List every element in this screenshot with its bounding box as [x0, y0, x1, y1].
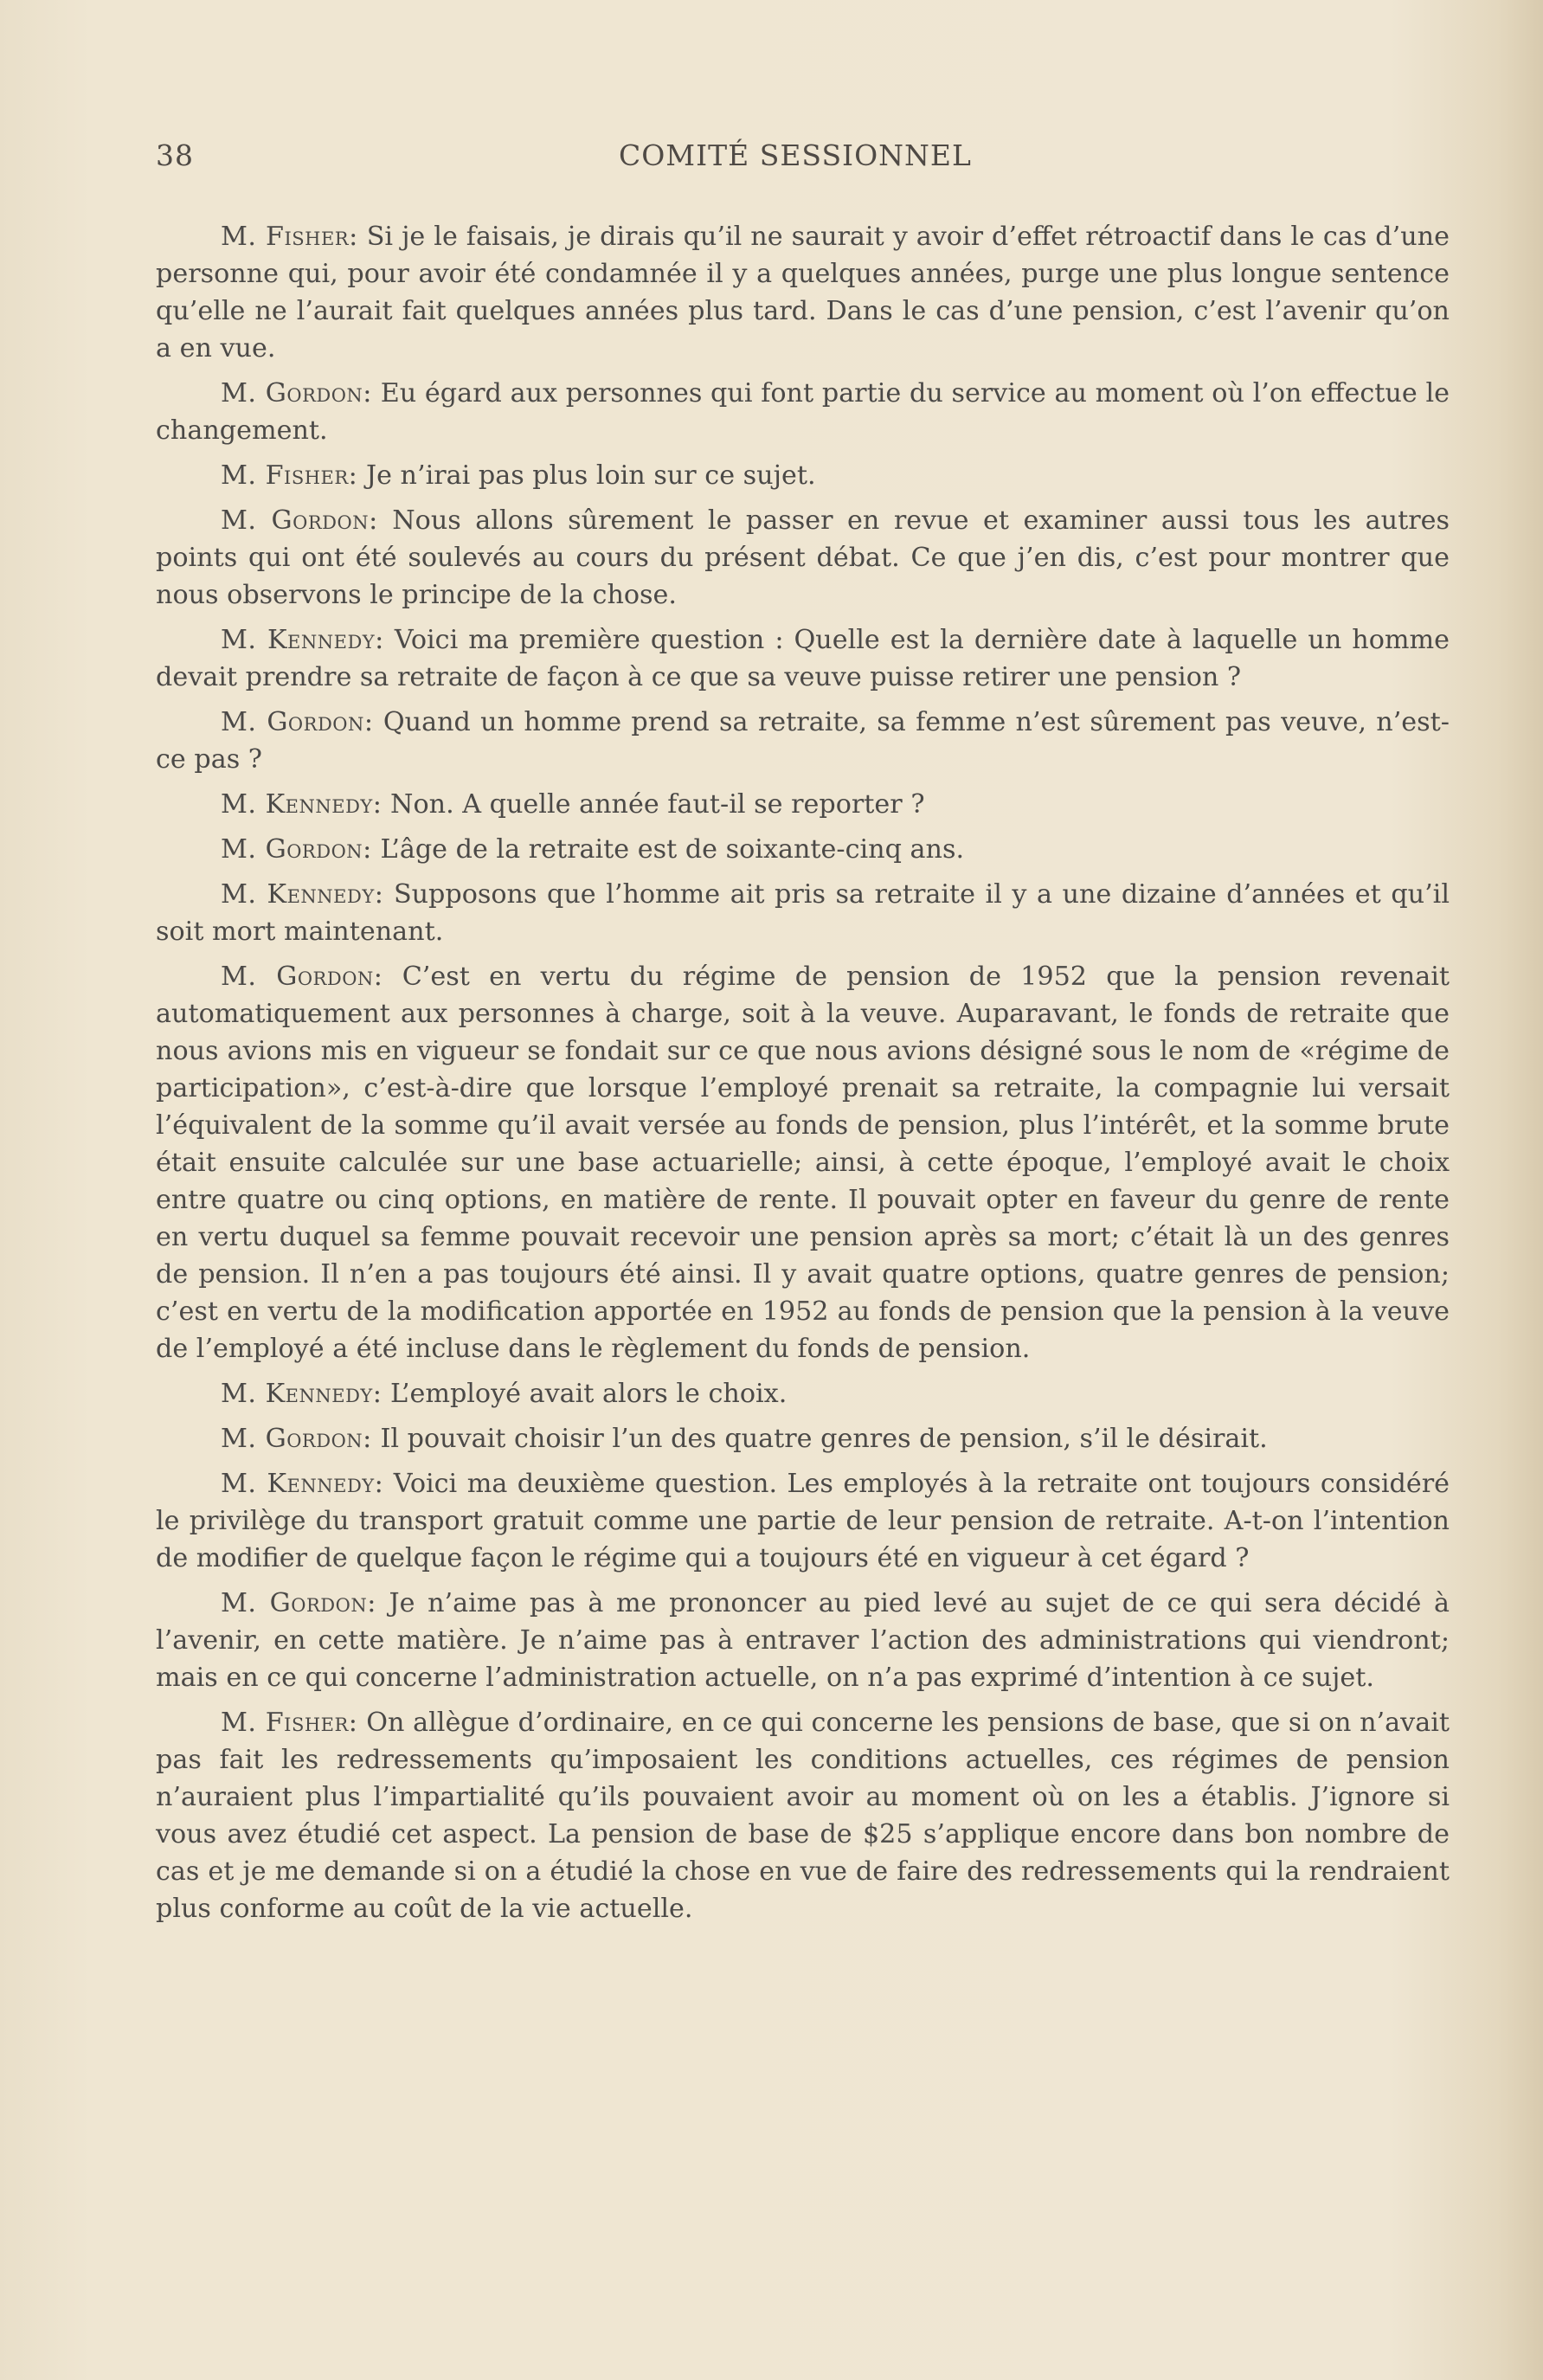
speech-text: L’employé avait alors le choix.	[390, 1379, 788, 1409]
page-number: 38	[156, 138, 194, 172]
speaker-name: M. Kennedy:	[221, 789, 383, 820]
speaker-name: M. Kennedy:	[221, 1469, 384, 1499]
transcript-paragraph	[156, 502, 1450, 614]
speech-text: Non. A quelle année faut-il se reporter ?	[390, 789, 925, 820]
speech-text: Quand un homme prend sa retraite, sa femme n’est sûrement pas veuve, n’est-ce pas ?	[156, 707, 1450, 775]
transcript-paragraph	[156, 704, 1450, 778]
speech-text: Voici ma première question : Quelle est la dernière date à laquelle un homme devait prendre sa retraite de façon à ce que sa veuve puisse retirer une pension ?	[156, 625, 1450, 692]
speaker-name: M. Fisher:	[221, 222, 358, 252]
transcript-paragraph	[156, 1420, 1450, 1457]
transcript-paragraph	[156, 621, 1450, 696]
speaker-name: M. Gordon:	[221, 707, 374, 737]
speech-text: Voici ma deuxième question. Les employés à la retraite ont toujours considéré le privilège du transport gratuit comme une partie de leur pension de retraite. A-t-on l’intention de modifier de quelque façon le régime qui a toujours été en vigueur à cet égard ?	[156, 1469, 1450, 1573]
speaker-name: M. Gordon:	[221, 1588, 376, 1618]
transcript-paragraph	[156, 876, 1450, 950]
speaker-name: M. Kennedy:	[221, 1379, 383, 1409]
transcript-body	[156, 218, 1450, 1935]
page-header	[156, 138, 1437, 182]
transcript-paragraph	[156, 1375, 1450, 1412]
speech-text: Je n’irai pas plus loin sur ce sujet.	[365, 460, 816, 491]
speech-text: Il pouvait choisir l’un des quatre genres de pension, s’il le désirait.	[380, 1424, 1268, 1454]
speaker-name: M. Gordon:	[221, 505, 378, 536]
speaker-name: M. Kennedy:	[221, 625, 384, 655]
speech-text: Nous allons sûrement le passer en revue et examiner aussi tous les autres points qui ont été soulevés au cours du présent débat. Ce que j’en dis, c’est pour montrer que nous observons le principe de la chose.	[156, 505, 1450, 610]
transcript-paragraph	[156, 958, 1450, 1367]
transcript-paragraph	[156, 831, 1450, 868]
transcript-paragraph	[156, 1704, 1450, 1927]
transcript-paragraph	[156, 218, 1450, 367]
transcript-paragraph	[156, 457, 1450, 494]
speaker-name: M. Gordon:	[221, 378, 372, 408]
speaker-name: M. Kennedy:	[221, 879, 384, 910]
speech-text: Si je le faisais, je dirais qu’il ne saurait y avoir d’effet rétroactif dans le cas d’une personne qui, pour avoir été condamnée il y a quelques années, purge une plus longue sentence qu’elle ne l’aurait fait quelques années plus tard. Dans le cas d’une pension, c’est l’avenir qu’on a en vue.	[156, 222, 1450, 363]
transcript-paragraph	[156, 786, 1450, 823]
speech-text: On allègue d’ordinaire, en ce qui concerne les pensions de base, que si on n’avait pas fait les redressements qu’imposaient les conditions actuelles, ces régimes de pension n’auraient plus l’impartialité qu’ils pouvaient avoir au moment où on les a établis. J’ignore si vous avez étudié cet aspect. La pension de base de $25 s’applique encore dans bon nombre de cas et je me demande si on a étudié la chose en vue de faire des redressements qui la rendraient plus conforme au coût de la vie actuelle.	[156, 1708, 1450, 1924]
speech-text: Je n’aime pas à me prononcer au pied levé au sujet de ce qui sera décidé à l’avenir, en cette matière. Je n’aime pas à entraver l’action des administrations qui viendront; mais en ce qui concerne l’administration actuelle, on n’a pas exprimé d’intention à ce sujet.	[156, 1588, 1450, 1693]
transcript-paragraph	[156, 375, 1450, 449]
speaker-name: M. Fisher:	[221, 460, 358, 491]
running-title: COMITÉ SESSIONNEL	[619, 138, 972, 172]
transcript-paragraph	[156, 1585, 1450, 1696]
speaker-name: M. Fisher:	[221, 1708, 358, 1738]
speech-text: Supposons que l’homme ait pris sa retraite il y a une dizaine d’années et qu’il soit mort maintenant.	[156, 879, 1450, 947]
speech-text: Eu égard aux personnes qui font partie du service au moment où l’on effectue le changement.	[156, 378, 1450, 446]
speaker-name: M. Gordon:	[221, 834, 372, 865]
speaker-name: M. Gordon:	[221, 1424, 372, 1454]
speech-text: L’âge de la retraite est de soixante-cinq ans.	[380, 834, 965, 865]
speech-text: C’est en vertu du régime de pension de 1952 que la pension revenait automatiquement aux personnes à charge, soit à la veuve. Auparavant, le fonds de retraite que nous avions mis en vigueur se fondait sur ce que nous avions désigné sous le nom de «régime de participation», c’est-à-dire que lorsque l’employé prenait sa retraite, la compagnie lui versait l’équivalent de la somme qu’il avait versée au fonds de pension, plus l’intérêt, et la somme brute était ensuite calculée sur une base actuarielle; ainsi, à cette époque, l’employé avait le choix entre quatre ou cinq options, en matière de rente. Il pouvait opter en faveur du genre de rente en vertu duquel sa femme pouvait recevoir une pension après sa mort; c’était là un des genres de pension. Il n’en a pas toujours été ainsi. Il y avait quatre options, quatre genres de pension; c’est en vertu de la modification apportée en 1952 au fonds de pension que la pension à la veuve de l’employé a été incluse dans le règlement du fonds de pension.	[156, 962, 1450, 1364]
speaker-name: M. Gordon:	[221, 962, 383, 992]
transcript-paragraph	[156, 1465, 1450, 1577]
